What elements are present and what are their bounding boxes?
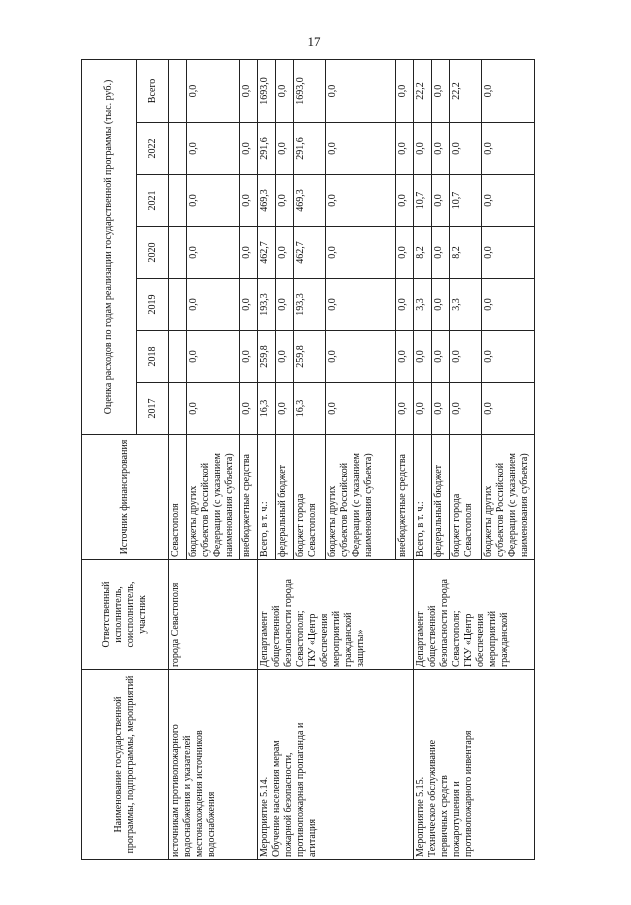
responsible-line: Департамент: [415, 611, 426, 667]
year-value-cell: 291,6: [258, 123, 276, 175]
year-value-cell: 0,0: [276, 279, 294, 331]
total-value-cell: 0,0: [396, 59, 414, 122]
measure-name-line: Техническое обслуживание: [427, 739, 438, 857]
year-value-cell: 0,0: [326, 123, 396, 175]
year-value-cell: 0,0: [240, 331, 258, 383]
year-value-cell: 0,0: [450, 123, 482, 175]
responsible-line: защиты»: [355, 629, 366, 667]
responsible-cell: [169, 560, 258, 670]
responsible-line: общественной: [271, 605, 282, 667]
total-value-cell: [169, 59, 187, 122]
responsible-cell: [414, 560, 535, 670]
funding-source-cell: [258, 435, 276, 560]
year-value-cell: 0,0: [276, 383, 294, 435]
year-value-cell: 193,3: [258, 279, 276, 331]
funding-source-line: бюджет города: [295, 493, 306, 557]
rotated-table-sheet: [81, 60, 601, 860]
year-value-cell: 8,2: [414, 227, 432, 279]
funding-source-cell: [169, 435, 187, 560]
funding-source-line: субъектов Российской: [495, 462, 506, 557]
year-value-cell: 0,0: [326, 279, 396, 331]
year-value-cell: 0,0: [326, 383, 396, 435]
responsible-line: безопасности города: [439, 579, 450, 667]
total-value-cell: 0,0: [187, 59, 240, 122]
funding-source-line: бюджеты других: [327, 485, 338, 557]
year-value-cell: 0,0: [414, 383, 432, 435]
year-value-cell: 0,0: [396, 227, 414, 279]
responsible-line: Департамент: [259, 611, 270, 667]
funding-source-line: субъектов Российской: [200, 462, 211, 557]
header-responsible: Ответственный исполнитель, соисполнитель, участник: [82, 560, 169, 670]
responsible-line: Севастополя;: [451, 610, 462, 667]
funding-source-line: бюджеты других: [188, 485, 199, 557]
measure-name-line: Мероприятие 5.14.: [259, 776, 270, 857]
responsible-line: ГКУ «Центр: [307, 613, 318, 667]
funding-source-line: Федерации (с указанием: [351, 453, 362, 557]
measure-name-line: агитация: [307, 818, 318, 857]
header-year: 2020: [137, 227, 169, 279]
year-value-cell: 0,0: [187, 279, 240, 331]
year-value-cell: 0,0: [276, 175, 294, 227]
year-value-cell: 469,3: [294, 175, 326, 227]
funding-source-line: внебюджетные средства: [241, 454, 252, 557]
total-value-cell: 1693,0: [294, 59, 326, 122]
header-estimate: Оценка расходов по годам реализации государственной программы (тыс. руб.): [82, 59, 137, 434]
funding-source-line: внебюджетные средства: [397, 454, 408, 557]
funding-source-cell: [294, 435, 326, 560]
responsible-line: общественной: [427, 605, 438, 667]
responsible-line: обеспечения: [319, 613, 330, 667]
funding-source-cell: [396, 435, 414, 560]
year-value-cell: 469,3: [258, 175, 276, 227]
year-value-cell: 3,3: [450, 279, 482, 331]
year-value-cell: 0,0: [432, 383, 450, 435]
year-value-cell: [169, 227, 187, 279]
year-value-cell: 291,6: [294, 123, 326, 175]
measure-name-line: водоснабжения и указателей: [182, 735, 193, 857]
funding-source-line: Всего, в т. ч.:: [259, 501, 270, 557]
year-value-cell: [169, 279, 187, 331]
measure-name-line: местонахождения источников: [194, 730, 205, 857]
year-value-cell: 0,0: [396, 383, 414, 435]
year-value-cell: 0,0: [450, 383, 482, 435]
year-value-cell: 0,0: [432, 227, 450, 279]
year-value-cell: 8,2: [450, 227, 482, 279]
year-value-cell: 16,3: [258, 383, 276, 435]
funding-source-cell: [432, 435, 450, 560]
year-value-cell: 0,0: [432, 331, 450, 383]
year-value-cell: 0,0: [240, 123, 258, 175]
year-value-cell: 0,0: [482, 175, 535, 227]
measure-name-line: пожарной безопасности,: [283, 752, 294, 857]
year-value-cell: 259,8: [258, 331, 276, 383]
responsible-line: Севастополя;: [295, 610, 306, 667]
total-value-cell: 0,0: [432, 59, 450, 122]
funding-source-line: Севастополя: [307, 503, 318, 557]
header-year: 2017: [137, 383, 169, 435]
funding-source-cell: [187, 435, 240, 560]
responsible-line: гражданской: [499, 612, 510, 667]
responsible-line: мероприятий: [487, 610, 498, 667]
header-name: Наименование государственной программы, подпрограммы, мероприятий: [82, 670, 169, 860]
funding-source-line: Федерации (с указанием: [507, 453, 518, 557]
funding-source-line: Севастополя: [170, 503, 181, 557]
year-value-cell: 0,0: [240, 175, 258, 227]
year-value-cell: 462,7: [294, 227, 326, 279]
year-value-cell: 0,0: [482, 383, 535, 435]
responsible-line: мероприятий: [331, 610, 342, 667]
funding-source-cell: [326, 435, 396, 560]
responsible-line: города Севастополя: [170, 582, 181, 667]
measure-name-line: противопожарного инвентаря: [463, 730, 474, 857]
year-value-cell: 0,0: [240, 227, 258, 279]
funding-source-cell: [482, 435, 535, 560]
measure-name-line: источникам противопожарного: [170, 724, 181, 857]
year-value-cell: 0,0: [414, 331, 432, 383]
table-row: [169, 59, 187, 859]
header-total: Всего: [137, 59, 169, 122]
year-value-cell: 0,0: [187, 123, 240, 175]
year-value-cell: 16,3: [294, 383, 326, 435]
funding-source-cell: [450, 435, 482, 560]
year-value-cell: 0,0: [240, 383, 258, 435]
total-value-cell: 1693,0: [258, 59, 276, 122]
year-value-cell: 193,3: [294, 279, 326, 331]
measure-name-cell: [258, 670, 414, 860]
year-value-cell: 0,0: [276, 227, 294, 279]
header-year: 2018: [137, 331, 169, 383]
funding-source-cell: [414, 435, 432, 560]
funding-source-cell: [240, 435, 258, 560]
total-value-cell: 0,0: [326, 59, 396, 122]
year-value-cell: 0,0: [482, 331, 535, 383]
year-value-cell: 10,7: [414, 175, 432, 227]
measure-name-cell: [414, 670, 535, 860]
funding-source-line: бюджеты других: [483, 485, 494, 557]
total-value-cell: 0,0: [482, 59, 535, 122]
year-value-cell: 0,0: [482, 227, 535, 279]
year-value-cell: [169, 175, 187, 227]
responsible-line: обеспечения: [475, 613, 486, 667]
year-value-cell: 0,0: [396, 279, 414, 331]
measure-name-line: водоснабжения: [206, 791, 217, 857]
year-value-cell: 0,0: [432, 279, 450, 331]
header-year: 2019: [137, 279, 169, 331]
responsible-line: безопасности города: [283, 579, 294, 667]
year-value-cell: 0,0: [432, 123, 450, 175]
year-value-cell: 0,0: [326, 175, 396, 227]
funding-source-line: наименования субъекта): [224, 453, 235, 557]
year-value-cell: [169, 383, 187, 435]
funding-source-cell: [276, 435, 294, 560]
year-value-cell: 0,0: [326, 331, 396, 383]
measure-name-line: Обучение населения мерам: [271, 740, 282, 857]
year-value-cell: 0,0: [396, 123, 414, 175]
year-value-cell: 3,3: [414, 279, 432, 331]
expenditure-table: [81, 59, 535, 860]
year-value-cell: 0,0: [276, 123, 294, 175]
funding-source-line: федеральный бюджет: [433, 464, 444, 557]
year-value-cell: 0,0: [326, 227, 396, 279]
header-year: 2022: [137, 123, 169, 175]
year-value-cell: 462,7: [258, 227, 276, 279]
total-value-cell: 22,2: [450, 59, 482, 122]
total-value-cell: 0,0: [276, 59, 294, 122]
year-value-cell: 0,0: [482, 279, 535, 331]
funding-source-line: субъектов Российской: [339, 462, 350, 557]
year-value-cell: 0,0: [187, 175, 240, 227]
funding-source-line: наименования субъекта): [519, 453, 530, 557]
funding-source-line: федеральный бюджет: [277, 464, 288, 557]
measure-name-line: Мероприятие 5.15.: [415, 776, 426, 857]
funding-source-line: бюджет города: [451, 493, 462, 557]
year-value-cell: 10,7: [450, 175, 482, 227]
measure-name-cell: [169, 670, 258, 860]
year-value-cell: 0,0: [396, 331, 414, 383]
responsible-line: гражданской: [343, 612, 354, 667]
year-value-cell: 259,8: [294, 331, 326, 383]
funding-source-line: Севастополя: [463, 503, 474, 557]
year-value-cell: 0,0: [276, 331, 294, 383]
year-value-cell: [169, 331, 187, 383]
year-value-cell: 0,0: [187, 331, 240, 383]
header-source: Источник финансирования: [82, 435, 169, 560]
total-value-cell: 22,2: [414, 59, 432, 122]
year-value-cell: [169, 123, 187, 175]
year-value-cell: 0,0: [450, 331, 482, 383]
year-value-cell: 0,0: [414, 123, 432, 175]
funding-source-line: Федерации (с указанием: [212, 453, 223, 557]
measure-name-line: противопожарная пропаганда и: [295, 722, 306, 857]
measure-name-line: первичных средств: [439, 775, 450, 857]
table-row: [258, 59, 276, 859]
funding-source-line: наименования субъекта): [363, 453, 374, 557]
table-row: [414, 59, 432, 859]
total-value-cell: 0,0: [240, 59, 258, 122]
year-value-cell: 0,0: [187, 227, 240, 279]
page-number: 17: [307, 34, 321, 49]
year-value-cell: 0,0: [240, 279, 258, 331]
year-value-cell: 0,0: [432, 175, 450, 227]
responsible-cell: [258, 560, 414, 670]
measure-name-line: пожаротушения и: [451, 781, 462, 857]
funding-source-line: Всего, в т. ч.:: [415, 501, 426, 557]
year-value-cell: 0,0: [187, 383, 240, 435]
year-value-cell: 0,0: [482, 123, 535, 175]
responsible-line: ГКУ «Центр: [463, 613, 474, 667]
header-year: 2021: [137, 175, 169, 227]
year-value-cell: 0,0: [396, 175, 414, 227]
